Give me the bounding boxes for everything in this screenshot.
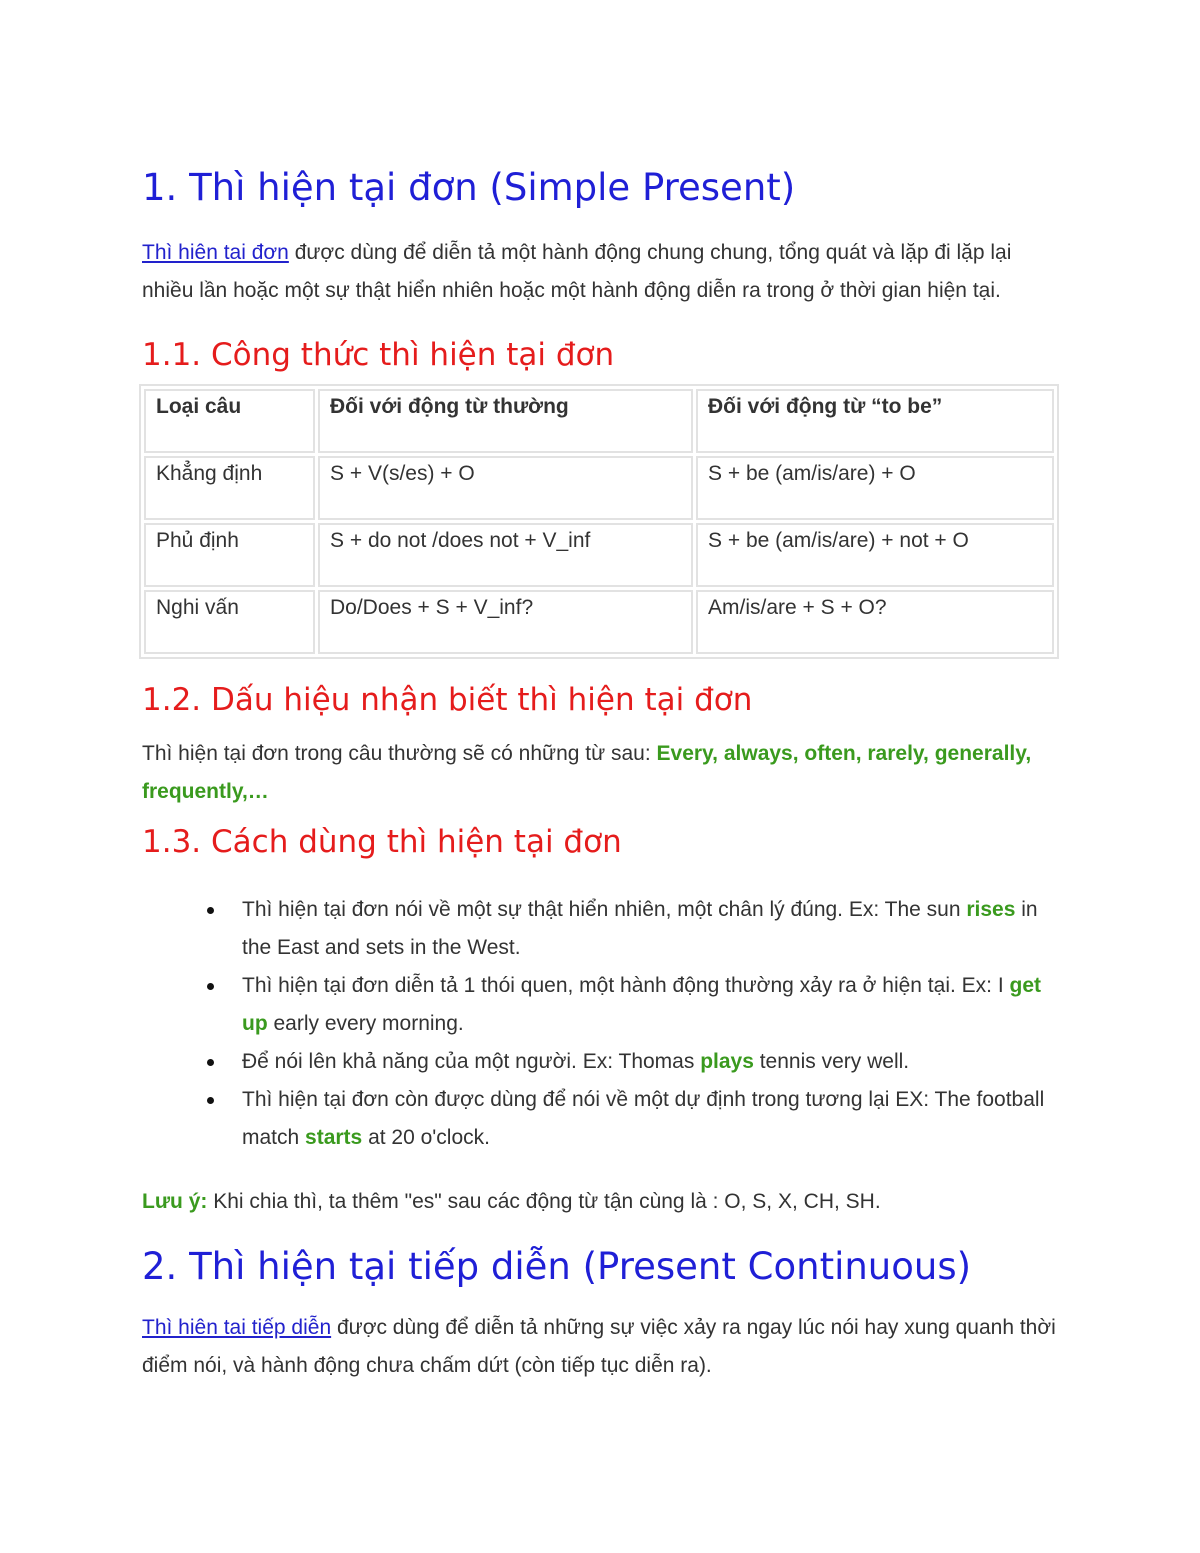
list-item <box>242 1043 1062 1081</box>
table-cell: Am/is/are + S + O? <box>696 590 1054 654</box>
list-item-text: early every morning. <box>267 1012 464 1035</box>
section-2-intro-text: được dùng để diễn tả những sự việc xảy ra ngay lúc nói hay xung quanh thời điểm nói, và hành động chưa chấm dứt (còn tiếp tục diễn ra). <box>142 1316 1056 1377</box>
list-item-text: Thì hiện tại đơn còn được dùng để nói về một dự định trong tương lại EX: The football match <box>242 1088 1045 1149</box>
note-label: Lưu ý: <box>142 1190 208 1213</box>
list-item-text: tennis very well. <box>753 1050 910 1073</box>
present-continuous-link[interactable]: Thì hiên tai tiếp diễn <box>142 1316 332 1339</box>
header-to-be: Đối với động từ “to be” <box>696 389 1054 453</box>
list-item-keyword: plays <box>700 1050 754 1073</box>
section-1-heading: 1. Thì hiện tại đơn (Simple Present) <box>142 166 796 209</box>
formula-table <box>139 384 1059 659</box>
note-text: Khi chia thì, ta thêm "es" sau các động từ tận cùng là : O, S, X, CH, SH. <box>207 1190 881 1213</box>
document-content <box>142 160 1062 1385</box>
subsection-1-2-heading: 1.2. Dấu hiệu nhận biết thì hiện tại đơn <box>142 682 753 718</box>
table-row <box>144 523 1054 587</box>
table-cell: Khẳng định <box>144 456 315 520</box>
list-item-text: at 20 o'clock. <box>362 1126 490 1149</box>
bullet-icon <box>207 1097 214 1104</box>
section-2-heading: 2. Thì hiện tại tiếp diễn (Present Continuous) <box>142 1245 972 1288</box>
list-item <box>242 891 1062 967</box>
subsection-1-3-heading: 1.3. Cách dùng thì hiện tại đơn <box>142 824 622 860</box>
bullet-icon <box>207 907 214 914</box>
list-item-text: Thì hiện tại đơn diễn tả 1 thói quen, một hành động thường xảy ra ở hiện tại. Ex: I <box>242 974 1010 997</box>
table-cell: Do/Does + S + V_inf? <box>318 590 693 654</box>
list-item-text: in the East and sets in the West. <box>242 898 1038 959</box>
signal-words-text: Thì hiện tại đơn trong câu thường sẽ có những từ sau: <box>142 742 657 765</box>
table-cell: S + be (am/is/are) + not + O <box>696 523 1054 587</box>
simple-present-link[interactable]: Thì hiên tai đơn <box>142 241 289 264</box>
section-1-intro <box>142 234 1062 310</box>
table-row <box>144 590 1054 654</box>
table-cell: Nghi vấn <box>144 590 315 654</box>
usage-list <box>142 891 1062 1157</box>
subsection-1-1-heading: 1.1. Công thức thì hiện tại đơn <box>142 337 615 373</box>
header-sentence-type: Loại câu <box>144 389 315 453</box>
list-item-keyword: starts <box>305 1126 363 1149</box>
section-2-intro <box>142 1309 1062 1385</box>
table-cell: S + V(s/es) + O <box>318 456 693 520</box>
table-header-row <box>144 389 1054 453</box>
list-item-keyword: rises <box>966 898 1016 921</box>
list-item-text: Để nói lên khả năng của một người. Ex: Thomas <box>242 1050 701 1073</box>
note-paragraph <box>142 1183 1062 1221</box>
section-1-intro-text: được dùng để diễn tả một hành động chung chung, tổng quát và lặp đi lặp lại nhiều lần hoặc một sự thật hiển nhiên hoặc một hành động diễn ra trong ở thời gian hiện tại. <box>142 241 1012 302</box>
table-cell: S + do not /does not + V_inf <box>318 523 693 587</box>
list-item <box>242 967 1062 1043</box>
list-item-text: Thì hiện tại đơn nói về một sự thật hiển nhiên, một chân lý đúng. Ex: The sun <box>242 898 967 921</box>
bullet-icon <box>207 983 214 990</box>
bullet-icon <box>207 1059 214 1066</box>
list-item-keyword: get up <box>242 974 1042 1035</box>
signal-words-paragraph <box>142 735 1062 811</box>
list-item <box>242 1081 1062 1157</box>
header-regular-verb: Đối với động từ thường <box>318 389 693 453</box>
signal-keywords: Every, always, often, rarely, generally, frequently,… <box>142 742 1032 803</box>
table-cell: S + be (am/is/are) + O <box>696 456 1054 520</box>
table-row <box>144 456 1054 520</box>
table-cell: Phủ định <box>144 523 315 587</box>
